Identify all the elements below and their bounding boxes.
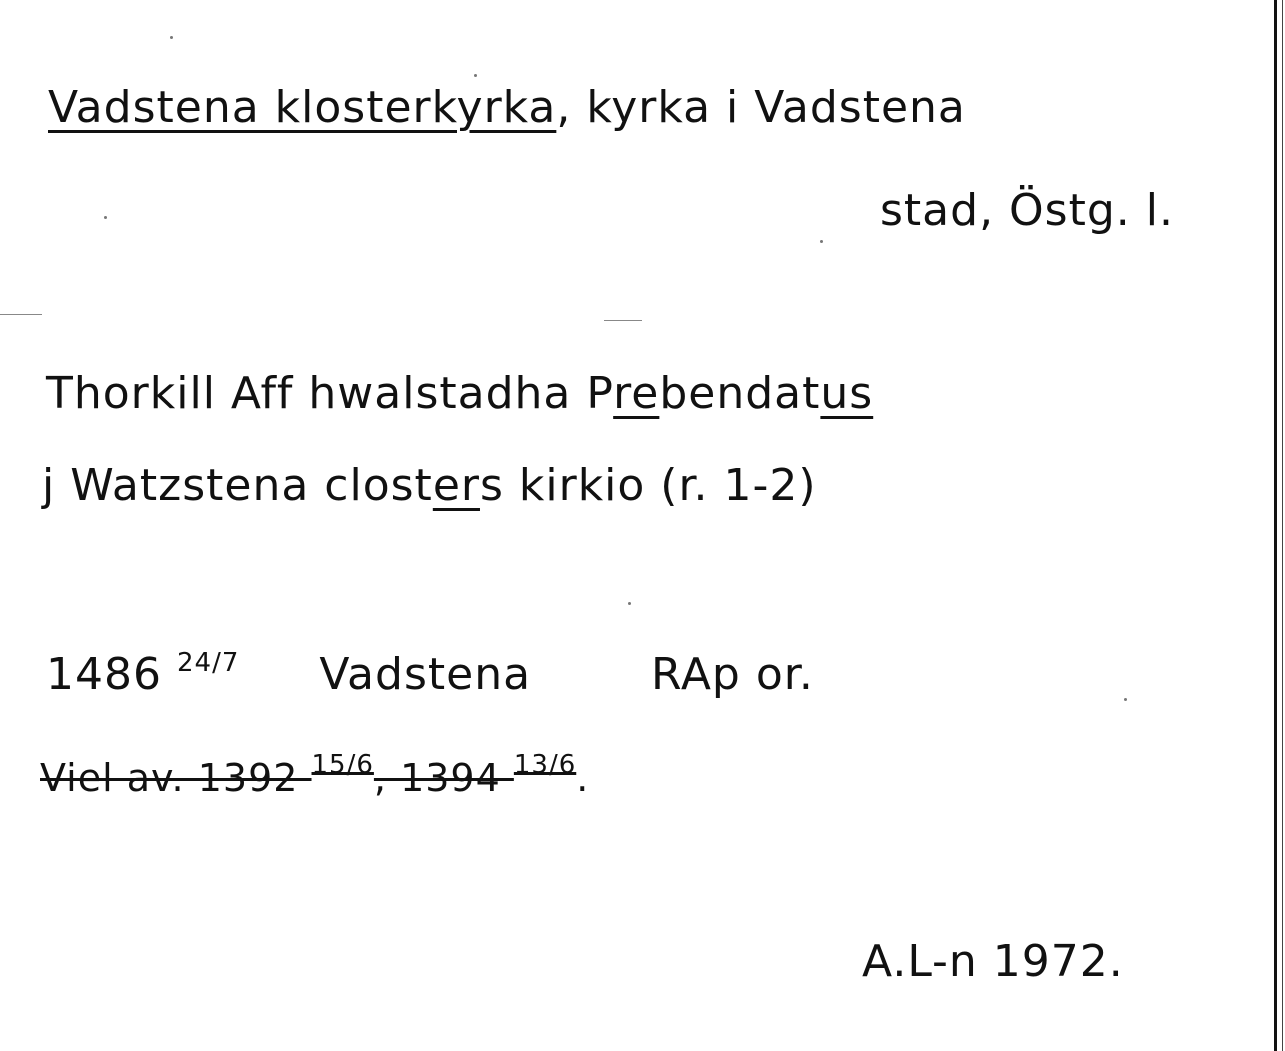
quote-line-2: j Watzstena closters kirkio (r. 1-2) xyxy=(42,460,817,511)
source-place: Vadstena xyxy=(319,649,532,700)
title-place: stad, Östg. l. xyxy=(880,185,1174,236)
card-edge-thin xyxy=(1282,0,1283,1051)
title-rest: , kyrka i Vadstena xyxy=(556,82,966,133)
source-archive: RAp or. xyxy=(651,649,814,700)
card-edge xyxy=(1274,0,1277,1051)
title-underlined: Vadstena klosterkyrka xyxy=(48,82,557,133)
source-line xyxy=(46,648,814,700)
signature: A.L-n 1972. xyxy=(862,936,1124,987)
quote-line-1: Thorkill Aff hwalstadha Prebendatus xyxy=(46,368,874,419)
title-line xyxy=(48,82,966,133)
source-year: 1486 xyxy=(46,649,162,700)
source-day-month: 24/7 xyxy=(176,648,240,678)
struck-line: Viel av. 1392 $^{15/6}$, 1394 $^{13/6}$. xyxy=(40,750,590,800)
